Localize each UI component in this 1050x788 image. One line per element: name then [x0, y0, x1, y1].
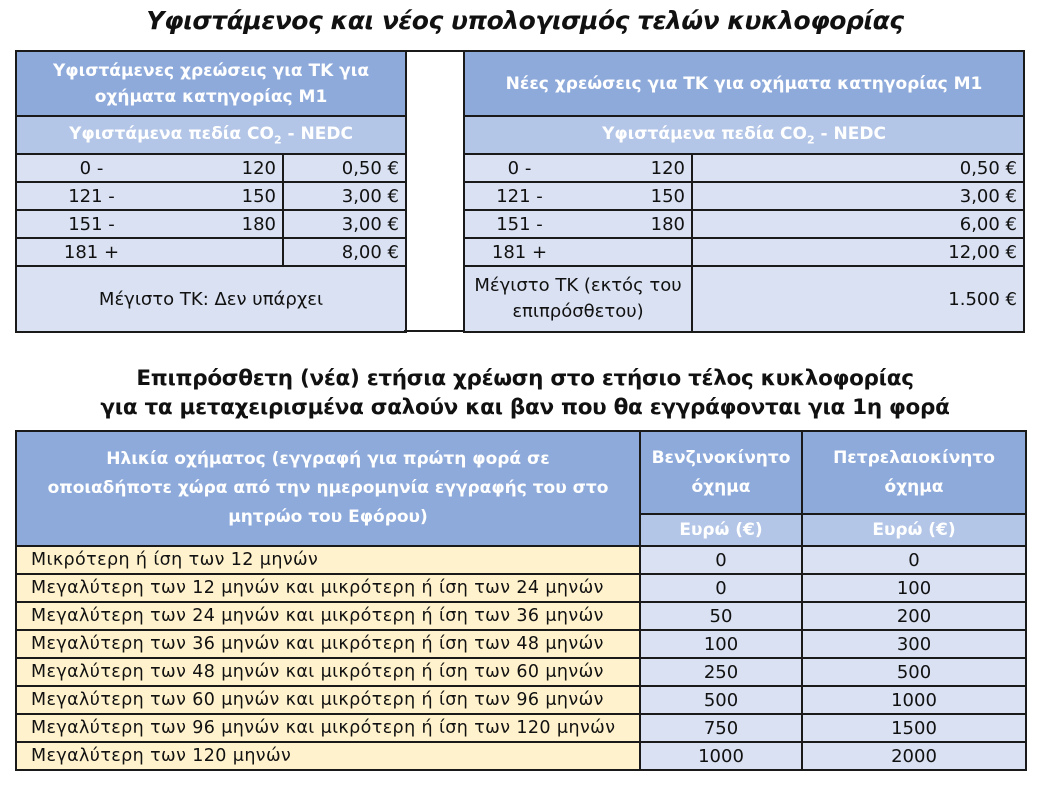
table-row: Μεγαλύτερη των 48 μηνών και μικρότερη ή ίση των 60 μηνών 250 500 — [16, 658, 1026, 686]
max-fee-label: Μέγιστο ΤΚ (εκτός του επιπρόσθετου) — [464, 266, 692, 332]
new-co2-subheader: Υφιστάμενα πεδία $CO_2$ - NEDC — [464, 116, 1024, 154]
age-column-header: Ηλικία οχήματος (εγγραφή για πρώτη φορά σε οποιαδήποτε χώρα από την ημερομηνία εγγραφής του στο μητρώο του Εφόρου) — [16, 431, 640, 546]
table-row: 121 - 150 3,00 € — [464, 182, 1024, 210]
current-charges-table — [15, 50, 407, 333]
new-charges-header: Νέες χρεώσεις για ΤΚ για οχήματα κατηγορίας Μ1 — [464, 51, 1024, 116]
diesel-unit: Ευρώ (€) — [802, 514, 1026, 546]
table-row: 181 + 8,00 € — [16, 238, 406, 266]
petrol-column-header: Βενζινοκίνητο όχημα — [640, 431, 802, 514]
diesel-column-header: Πετρελαιοκίνητο όχημα — [802, 431, 1026, 514]
age-surcharge-table — [15, 430, 1027, 771]
table-row: Μεγαλύτερη των 96 μηνών και μικρότερη ή ίση των 120 μηνών 750 1500 — [16, 714, 1026, 742]
current-co2-subheader: Υφιστάμενα πεδία $CO_2$ - NEDC — [16, 116, 406, 154]
petrol-unit: Ευρώ (€) — [640, 514, 802, 546]
table-row: 121 - 150 3,00 € — [16, 182, 406, 210]
new-charges-table — [463, 50, 1025, 333]
table-row: 0 - 120 0,50 € — [464, 154, 1024, 182]
spacer-column — [404, 50, 464, 332]
max-fee-note: Μέγιστο ΤΚ: Δεν υπάρχει — [16, 266, 406, 332]
table-row: 0 - 120 0,50 € — [16, 154, 406, 182]
table-row: 151 - 180 6,00 € — [464, 210, 1024, 238]
table-row: Μεγαλύτερη των 36 μηνών και μικρότερη ή ίση των 48 μηνών 100 300 — [16, 630, 1026, 658]
table-row: 151 - 180 3,00 € — [16, 210, 406, 238]
max-fee-value: 1.500 € — [692, 266, 1024, 332]
section-title: Επιπρόσθετη (νέα) ετήσια χρέωση στο ετήσιο τέλος κυκλοφορίας για τα μεταχειρισμένα σαλούν και βαν που θα εγγράφονται για 1η φορά — [100, 366, 950, 420]
table-row: Μεγαλύτερη των 60 μηνών και μικρότερη ή ίση των 96 μηνών 500 1000 — [16, 686, 1026, 714]
table-row: 181 + 12,00 € — [464, 238, 1024, 266]
current-charges-header: Υφιστάμενες χρεώσεις για ΤΚ για οχήματα κατηγορίας Μ1 — [16, 51, 406, 116]
table-row: Μεγαλύτερη των 12 μηνών και μικρότερη ή ίση των 24 μηνών 0 100 — [16, 574, 1026, 602]
table-row: Μεγαλύτερη των 120 μηνών 1000 2000 — [16, 742, 1026, 770]
page-title: Υφιστάμενος και νέος υπολογισμός τελών κυκλοφορίας — [146, 6, 904, 35]
table-row: Μεγαλύτερη των 24 μηνών και μικρότερη ή ίση των 36 μηνών 50 200 — [16, 602, 1026, 630]
table-row: Μικρότερη ή ίση των 12 μηνών 0 0 — [16, 546, 1026, 574]
